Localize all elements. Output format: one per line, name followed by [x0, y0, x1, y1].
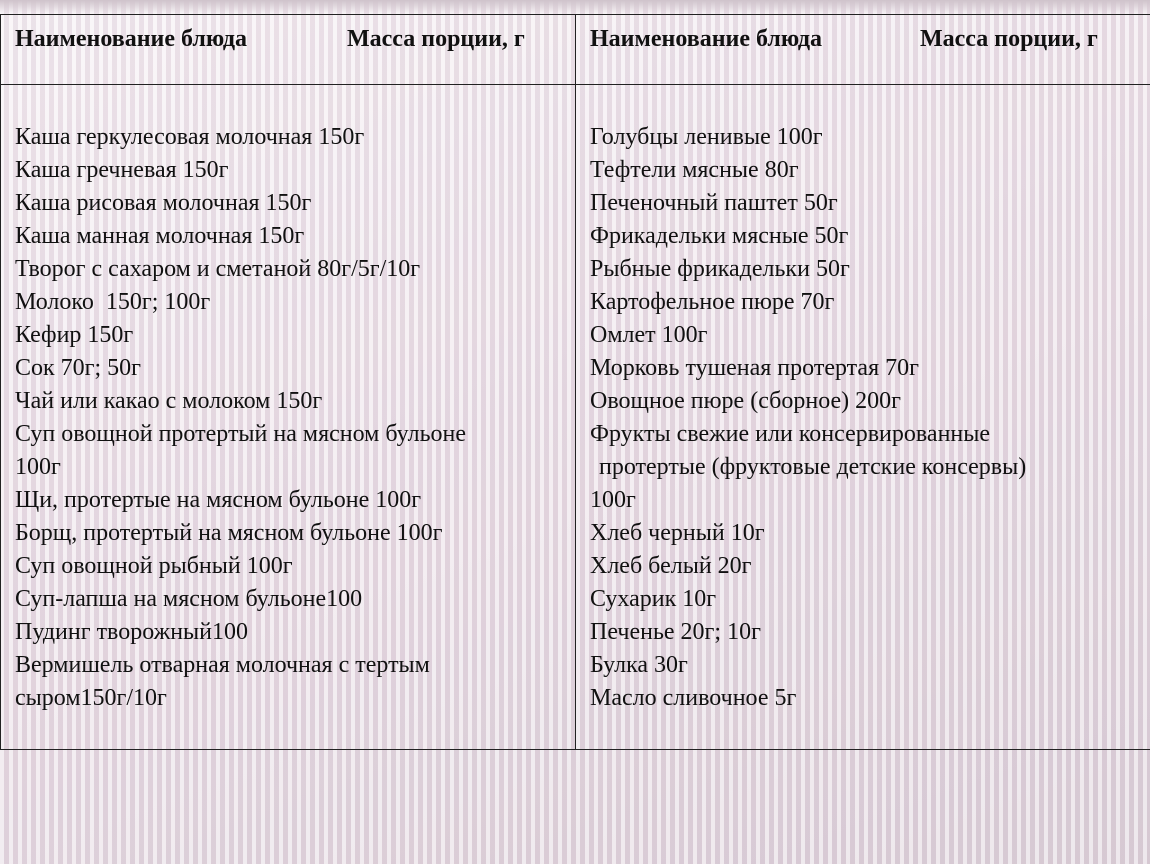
- list-item: Суп овощной протертый на мясном бульоне: [15, 421, 467, 447]
- top-decorative-band: [0, 0, 1150, 14]
- content-row: [1, 85, 1150, 750]
- list-item: Щи, протертые на мясном бульоне 100г: [15, 487, 422, 513]
- list-item: Творог с сахаром и сметаной 80г/5г/10г: [15, 256, 421, 282]
- content-cell-left: [1, 85, 576, 750]
- header-left-dish-name: Наименование блюда: [15, 26, 247, 52]
- list-item: Хлеб черный 10г: [590, 520, 765, 546]
- right-dish-list: [576, 85, 1150, 715]
- menu-table: [0, 14, 1150, 750]
- left-dish-list: [1, 85, 575, 715]
- list-item: Фрикадельки мясные 50г: [590, 223, 849, 249]
- header-right-portion-mass: Масса порции, г: [920, 26, 1098, 52]
- list-item: Кефир 150г: [15, 322, 134, 348]
- list-item: Каша геркулесовая молочная 150г: [15, 124, 365, 150]
- list-item: Морковь тушеная протертая 70г: [590, 355, 919, 381]
- header-cell-right: [576, 15, 1150, 85]
- list-item: Картофельное пюре 70г: [590, 289, 835, 315]
- header-left-portion-mass: Масса порции, г: [347, 26, 525, 52]
- list-item: Сухарик 10г: [590, 586, 717, 612]
- list-item: Голубцы ленивые 100г: [590, 124, 823, 150]
- list-item: Сок 70г; 50г: [15, 355, 142, 381]
- list-item: Суп-лапша на мясном бульоне100: [15, 586, 363, 612]
- list-item: Хлеб белый 20г: [590, 553, 752, 579]
- list-item: Булка 30г: [590, 652, 688, 678]
- list-item: Фрукты свежие или консервированные: [590, 421, 991, 447]
- list-item: Вермишель отварная молочная с тертым: [15, 652, 430, 678]
- list-item: Каша гречневая 150г: [15, 157, 229, 183]
- header-row: [1, 15, 1150, 85]
- list-item: Печеночный паштет 50г: [590, 190, 838, 216]
- header-right-dish-name: Наименование блюда: [590, 26, 822, 52]
- list-item: Печенье 20г; 10г: [590, 619, 761, 645]
- list-item: Каша манная молочная 150г: [15, 223, 305, 249]
- list-item: Тефтели мясные 80г: [590, 157, 799, 183]
- list-item: Масло сливочное 5г: [590, 685, 797, 711]
- list-item: Рыбные фрикадельки 50г: [590, 256, 850, 282]
- list-item: Пудинг творожный100: [15, 619, 249, 645]
- list-item: Молоко 150г; 100г: [15, 289, 211, 315]
- list-item: сыром150г/10г: [15, 685, 167, 711]
- content-cell-right: [576, 85, 1150, 750]
- list-item: Омлет 100г: [590, 322, 708, 348]
- list-item: Овощное пюре (сборное) 200г: [590, 388, 901, 414]
- list-item: протертые (фруктовые детские консервы): [599, 454, 1027, 480]
- list-item: 100г: [590, 487, 636, 513]
- header-cell-left: [1, 15, 576, 85]
- list-item: 100г: [15, 454, 61, 480]
- list-item: Чай или какао с молоком 150г: [15, 388, 323, 414]
- list-item: Каша рисовая молочная 150г: [15, 190, 312, 216]
- list-item: Борщ, протертый на мясном бульоне 100г: [15, 520, 443, 546]
- list-item: Суп овощной рыбный 100г: [15, 553, 293, 579]
